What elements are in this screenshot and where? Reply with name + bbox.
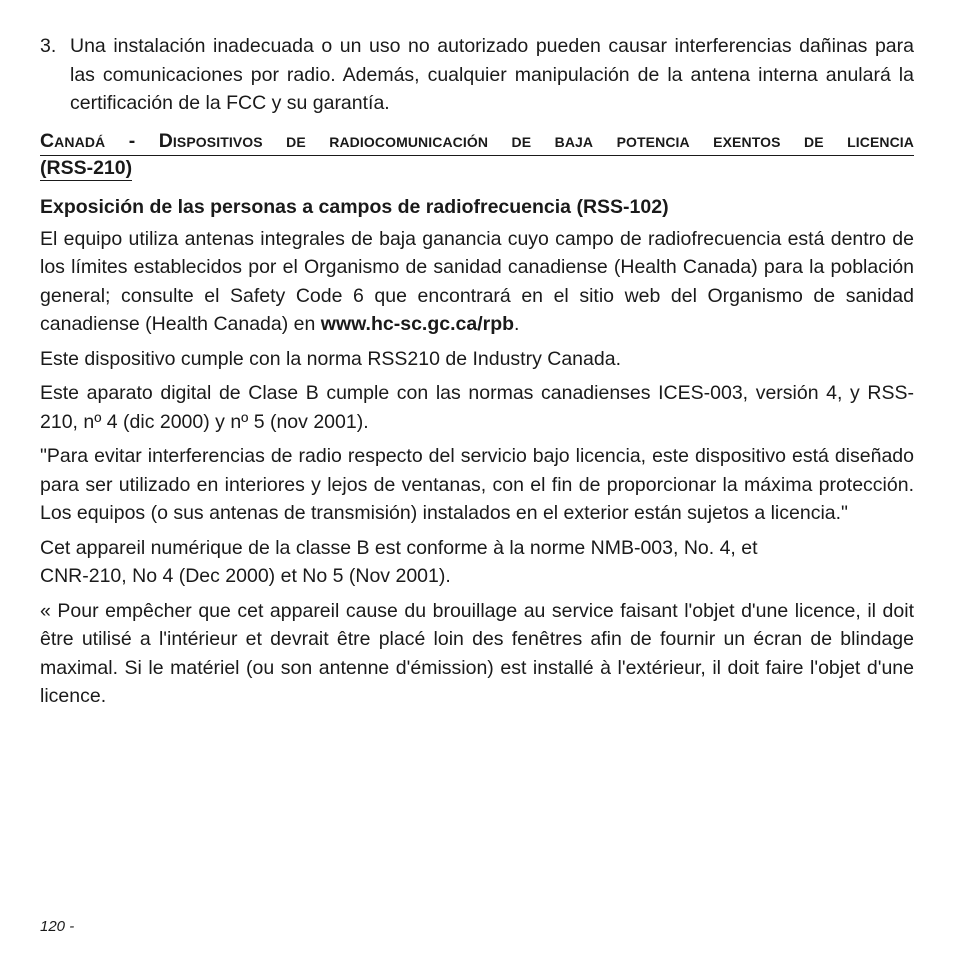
paragraph-interference-es: "Para evitar interferencias de radio respecto del servicio bajo licencia, este dispositivo está diseñado para ser utilizado en interiores y lejos de ventanas, con el fin de proporcionar la máxima protección. Los equipos (o sus antenas de transmisión) instalados en el exterior están sujetos a licencia." xyxy=(40,445,914,524)
paragraph-class-b: Este aparato digital de Clase B cumple con las normas canadienses ICES-003, versión 4, y RSS-210, nº 4 (dic 2000) y nº 5 (nov 2001). xyxy=(40,382,914,433)
list-item-number: 3. xyxy=(40,35,57,57)
paragraph-text: El equipo utiliza antenas integrales de baja ganancia cuyo campo de radiofrecuencia está dentro de los límites establecidos por el Organismo de sanidad canadiense (Health Canada) para la población general; consulte el Safety Code 6 que encontrará en el sitio web del Organismo de sanidad canadiense (Health Canada) en xyxy=(40,227,914,335)
section-heading-continuation: (RSS-210) xyxy=(40,156,133,179)
list-item-text: Una instalación inadecuada o un uso no autorizado pueden causar interferencias dañinas para las comunicaciones por radio. Además, cualquier manipulación de la antena interna anulará la certificación de la FCC y su garantía. xyxy=(70,35,914,114)
section-heading: Canadá - Dispositivos de radiocomunicación de baja potencia exentos de licencia xyxy=(40,127,914,156)
paragraph-antenna-exposure xyxy=(40,225,914,339)
paragraph-rss210: Este dispositivo cumple con la norma RSS210 de Industry Canada. xyxy=(40,347,621,370)
subheading: Exposición de las personas a campos de radiofrecuencia (RSS-102) xyxy=(40,195,669,218)
health-canada-link[interactable]: www.hc-sc.gc.ca/rpb xyxy=(320,313,515,335)
paragraph-line-2: CNR-210, No 4 (Dec 2000) et No 5 (Nov 2001). xyxy=(40,565,451,587)
paragraph-interference-fr: « Pour empêcher que cet appareil cause du brouillage au service faisant l'objet d'une licence, il doit être utilisé a l'intérieur et devrait être placé loin des fenêtres afin de fournir un écran de blindage maximal. Si le matériel (ou son antenne d'émission) est installé à l'extérieur, il doit faire l'objet d'une licence. xyxy=(40,599,914,707)
page-number: 120 - xyxy=(40,918,75,935)
paragraph-end: . xyxy=(514,313,520,335)
paragraph-line-1: Cet appareil numérique de la classe B est conforme à la norme NMB-003, No. 4, et xyxy=(40,536,758,559)
list-item-3 xyxy=(40,32,914,118)
document-page xyxy=(40,32,914,711)
paragraph-nmb003-fr xyxy=(40,534,914,591)
